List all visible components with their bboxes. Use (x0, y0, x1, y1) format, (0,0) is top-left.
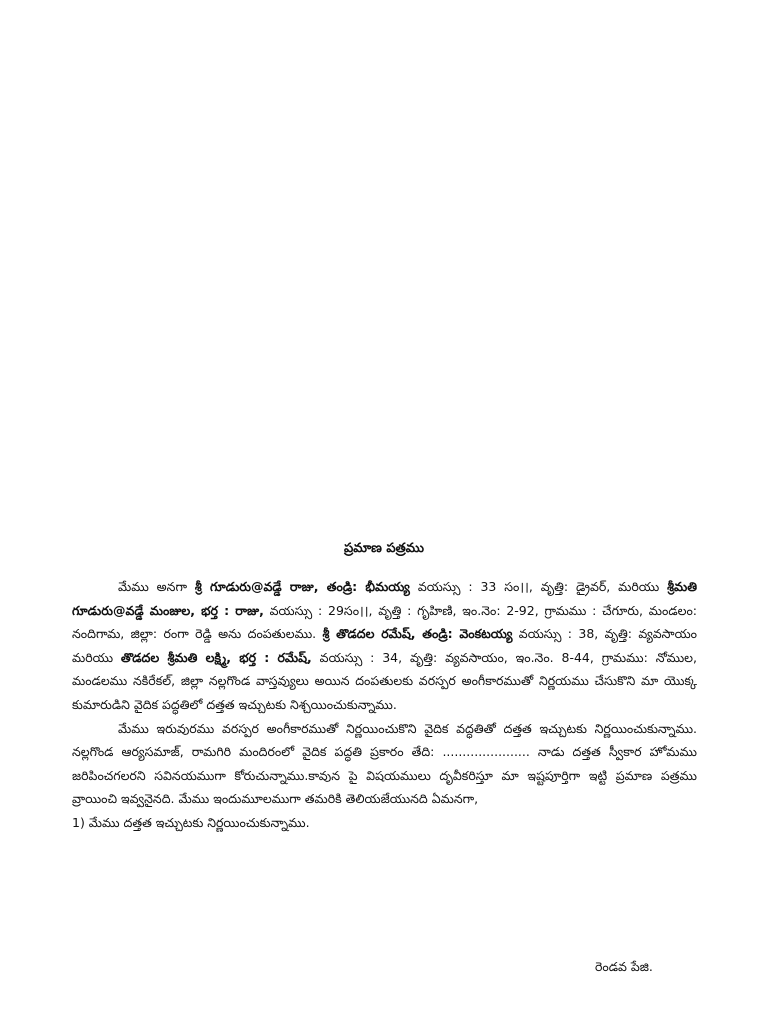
paragraph-declaration (72, 575, 697, 717)
party2-mother-name: తొడదల శ్రీమతి లక్ష్మి, భర్త : రమేష్, (120, 649, 312, 665)
text-span: వయస్సు : 34, వృత్తి: వ్యవసాయం, ఇం.నెం. 8-44, గ్రామము: నోముల, మండలము నకిరేకల్, జిల్లా నల్లగొండ వాస్తవ్యులు అయిన దంపతులకు వరస్పర అంగీకారముతో నిర్ణయము చేసుకొని మా యొక్క కుమారుడిని వైదిక పద్ధతిలో దత్తత ఇచ్చుటకు నిశ్చయించుకున్నాము. (72, 649, 697, 712)
party2-father-name: శ్రీ తొడదల రమేష్, తండ్రి: వెంకటయ్య (322, 626, 513, 642)
document-title: ప్రమాణ పత్రము (343, 541, 425, 556)
text-span: వయస్సు : 38, వృత్తి: వ్యవసాయం మరియు (72, 626, 697, 665)
text-span: మేము అనగా (118, 579, 195, 594)
paragraph-request: మేము ఇరువురము వరస్పర అంగీకారముతో నిర్ణయించుకొని వైదిక వద్ధతితో దత్తత ఇచ్చుటకు నిర్ణయించుకున్నాము. నల్లగొండ ఆర్యసమాజ్, రామగిరి మందిరంలో వైదిక పద్ధతి ప్రకారం తేది: ...................... నాడు దత్తత స్వీకార హోమము జరిపించగలరని సవినయముగా కోరుచున్నాము.కావున పై విషయములు దృవీకరిస్తూ మా ఇష్టపూర్తిగా ఇట్టి ప్రమాణ పత్రము వ్రాయించి ఇవ్వనైనది. మేము ఇందుమూలముగా తమరికి తెలియజేయునది ఏమనగా, (72, 720, 697, 807)
text-span: వయస్సు : 29సం।।, వృత్తి : గృహిణి, ఇం.నెం: 2-92, గ్రామము : చేగూరు, మండలం: నందిగామ, జిల్లా: రంగా రెడ్డి అను దంపతులము. (72, 602, 697, 642)
text-span: వయస్సు : 33 సం।।, వృత్తి: డ్రైవర్, మరియు (409, 579, 668, 594)
party1-father-name: శ్రీ గూడురు@వడ్డే రాజు, తండ్రి: భీమయ్య (194, 579, 410, 594)
document-body (72, 575, 697, 835)
list-item-1: 1) మేము దత్తత ఇచ్చుటకు నిర్ణయించుకున్నాము. (72, 814, 310, 830)
party1-mother-name: శ్రీమతి గూడురు@వడ్డే మంజుల, భర్త : రాజు, (72, 579, 697, 618)
page-indicator: రెండవ పేజి. (595, 959, 653, 974)
